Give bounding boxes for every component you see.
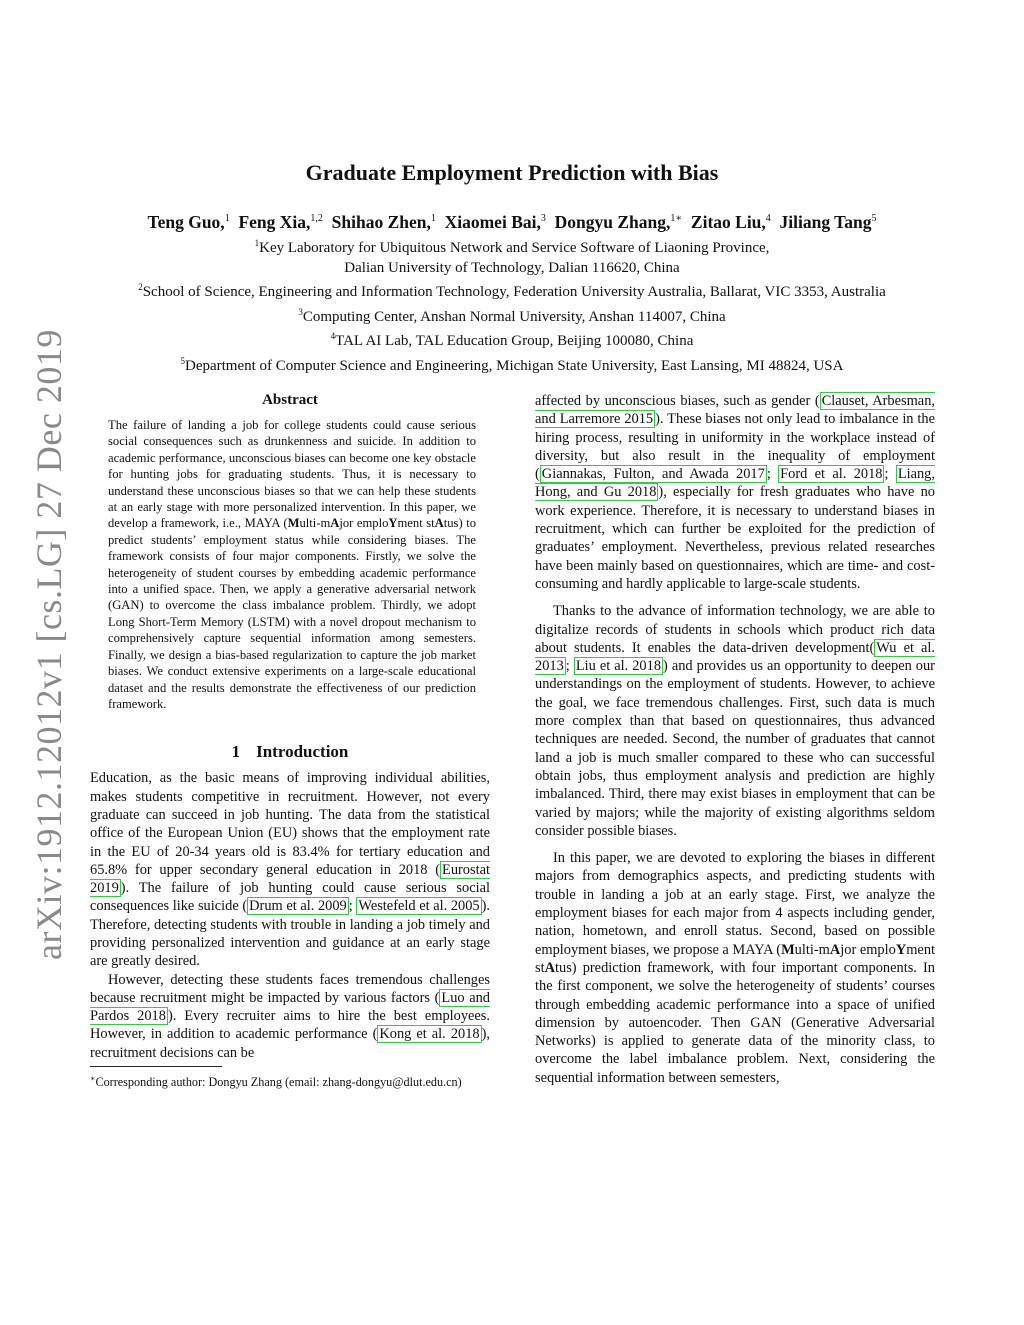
citation-link[interactable]: Ford et al. 2018 <box>780 466 883 483</box>
affiliation-2: $^2$School of Science, Engineering and Information Technology, Federation University Australia, Ballarat, VIC 3353, Australia <box>138 282 886 301</box>
intro-paragraph-1: Education, as the basic means of improving individual abilities, makes students competitive in recruitment. However, not every graduate can succeed in job hunting. The data from the statistical office of the European Union (EU) shows that the employment rate in the EU of 20-34 years old is 83.4% for tertiary education and 65.8% for upper secondary general education in 2018 ( Eurostat 2019 ). The failure of job hunting could cause serious social consequences like suicide ( Drum et al. 2009 ; Westefeld et al. 2005 ). Therefore, detecting students with trouble in landing a job timely and providing personalized intervention and guidance at an early stage are greatly desired. <box>90 770 490 970</box>
author: Feng Xia,$^{1,2}$ <box>238 212 323 232</box>
right-column <box>535 392 935 1087</box>
arxiv-identifier[interactable]: arXiv:1912.12012v1 [cs.LG] 27 Dec 2019 <box>29 329 69 960</box>
right-paragraph-1: affected by unconscious biases, such as gender ( Clauset, Arbesman, and Larremore 2015 ). These biases not only lead to imbalance in the hiring process, resulting in uniformity in the workplace instead of diversity, but also result in the inequality of employment ( Giannakas, Fulton, and Awada 2017 ; Ford et al. 2018 ; Liang, Hong, and Gu 2018 ), especially for fresh graduates who have no work experience. Therefore, it is necessary to understand biases in recruitment, which can further be exploited for the prediction of graduates’ employment. Nevertheless, previous related researches have been mainly based on questionnaires, which are time- and cost-consuming and hardly applicable to large-scale students. <box>535 393 935 592</box>
citation-link[interactable]: Westefeld et al. 2005 <box>358 898 480 915</box>
citation-link[interactable]: Liu et al. 2018 <box>575 658 662 675</box>
author: Jiliang Tang$^5$ <box>779 212 877 232</box>
left-column <box>90 392 490 1090</box>
author: Teng Guo,$^1$ <box>147 212 230 232</box>
author: Dongyu Zhang,$^{1∗}$ <box>554 212 683 232</box>
footnote-divider <box>90 1066 222 1067</box>
intro-paragraph-2: However, detecting these students faces tremendous challenges because recruitment might be impacted by various factors ( Luo and Pardos 2018 ). Every recruiter aims to hire the best employees. However, in addition to academic performance ( Kong et al. 2018 ), recruitment decisions can be <box>90 971 490 1061</box>
paper-title: Graduate Employment Prediction with Bias <box>305 160 719 185</box>
author: Zitao Liu,$^4$ <box>690 212 771 232</box>
citation-link[interactable]: Kong et al. 2018 <box>379 1026 480 1043</box>
affiliation-4: $^4$TAL AI Lab, TAL Education Group, Beijing 100080, China <box>330 331 694 350</box>
section-heading-introduction: 1 Introduction <box>231 742 349 762</box>
author: Xiaomei Bai,$^3$ <box>444 212 546 232</box>
citation-link[interactable]: Wu et al. 2013 <box>535 639 935 675</box>
affiliation-1-cont: Dalian University of Technology, Dalian 116620, China <box>344 259 680 276</box>
citation-link[interactable]: Liang, Hong, and Gu 2018 <box>535 466 935 501</box>
author-list <box>0 212 1024 233</box>
right-paragraph-3: In this paper, we are devoted to exploring the biases in different majors from demographics aspects, and predicting students with trouble in landing a job at an early stage. First, we analyze the employment biases for each major from 4 aspects including gender, nation, hometown, and enroll status. Second, based on possible employment biases, we propose a MAYA (Multi-mAjor emploYment stAtus) prediction framework, with four important components. In the first component, we solve the heterogeneity of students’ courses through embedding academic performance into a space of unified dimension by autoencoder. Then GAN (Generative Adversarial Networks) is applied to generate data of the minority class, to overcome the label imbalance problem. Next, considering the sequential information between semesters, <box>535 850 936 1086</box>
footnote: ∗Corresponding author: Dongyu Zhang (email: zhang-dongyu@dlut.edu.cn) <box>90 1074 462 1090</box>
right-paragraph-2: Thanks to the advance of information technology, we are able to digitalize records of students in schools which product rich data about students. It enables the data-driven development( Wu et al. 2013 ; Liu et al. 2018 ) and provides us an opportunity to deepen our understandings on the employment of students. However, to achieve the goal, we face tremendous challenges. First, such data is much more complex than that based on questionnaires, thus advanced techniques are needed. Second, the number of graduates that cannot land a job is much smaller compared to these who can successful obtain jobs, thus employment analysis and prediction are highly imbalanced. Third, there may exist biases in employment that can be varied by majors; while the majority of existing algorithms seldom consider possible biases. <box>535 603 935 839</box>
citation-link[interactable]: Drum et al. 2009 <box>249 898 347 915</box>
author: Shihao Zhen,$^1$ <box>331 212 436 232</box>
abstract-text: The failure of landing a job for college students could cause serious social consequences such as drunkenness and suicide. In addition to academic performance, unconscious biases can become one key obstacle for hunting jobs for graduating students. Thus, it is necessary to understand these unconscious biases so that we can help these students at an early stage with more personalized intervention. In this paper, we develop a framework, i.e., MAYA (Multi-mAjor emploYment stAtus) to predict students’ employment status while considering biases. The framework consists of four major components. Firstly, we solve the heterogeneity of student courses by embedding academic performance into a unified space. Then, we apply a generative adversarial network (GAN) to overcome the class imbalance problem. Thirdly, we adopt Long Short-Term Memory (LSTM) with a novel dropout mechanism to comprehensively capture sequential information among semesters. Finally, we design a bias-based regularization to capture the job market biases. We conduct extensive experiments on a large-scale educational dataset and the results demonstrate the effectiveness of our prediction framework. <box>108 418 477 711</box>
affiliation-1: $^1$Key Laboratory for Ubiquitous Network and Service Software of Liaoning Province, <box>254 238 770 256</box>
citation-link[interactable]: Clauset, Arbesman, and Larremore 2015 <box>535 393 935 428</box>
affiliation-3: $^3$Computing Center, Anshan Normal University, Anshan 114007, China <box>298 306 726 325</box>
citation-link[interactable]: Luo and Pardos 2018 <box>90 989 490 1025</box>
citation-link[interactable]: Giannakas, Fulton, and Awada 2017 <box>541 466 765 483</box>
abstract-heading: Abstract <box>262 392 318 408</box>
affiliation-5: $^5$Department of Computer Science and Engineering, Michigan State University, East Lansing, MI 48824, USA <box>180 355 844 374</box>
citation-link[interactable]: Eurostat 2019 <box>90 861 490 897</box>
affiliations <box>0 234 1024 377</box>
